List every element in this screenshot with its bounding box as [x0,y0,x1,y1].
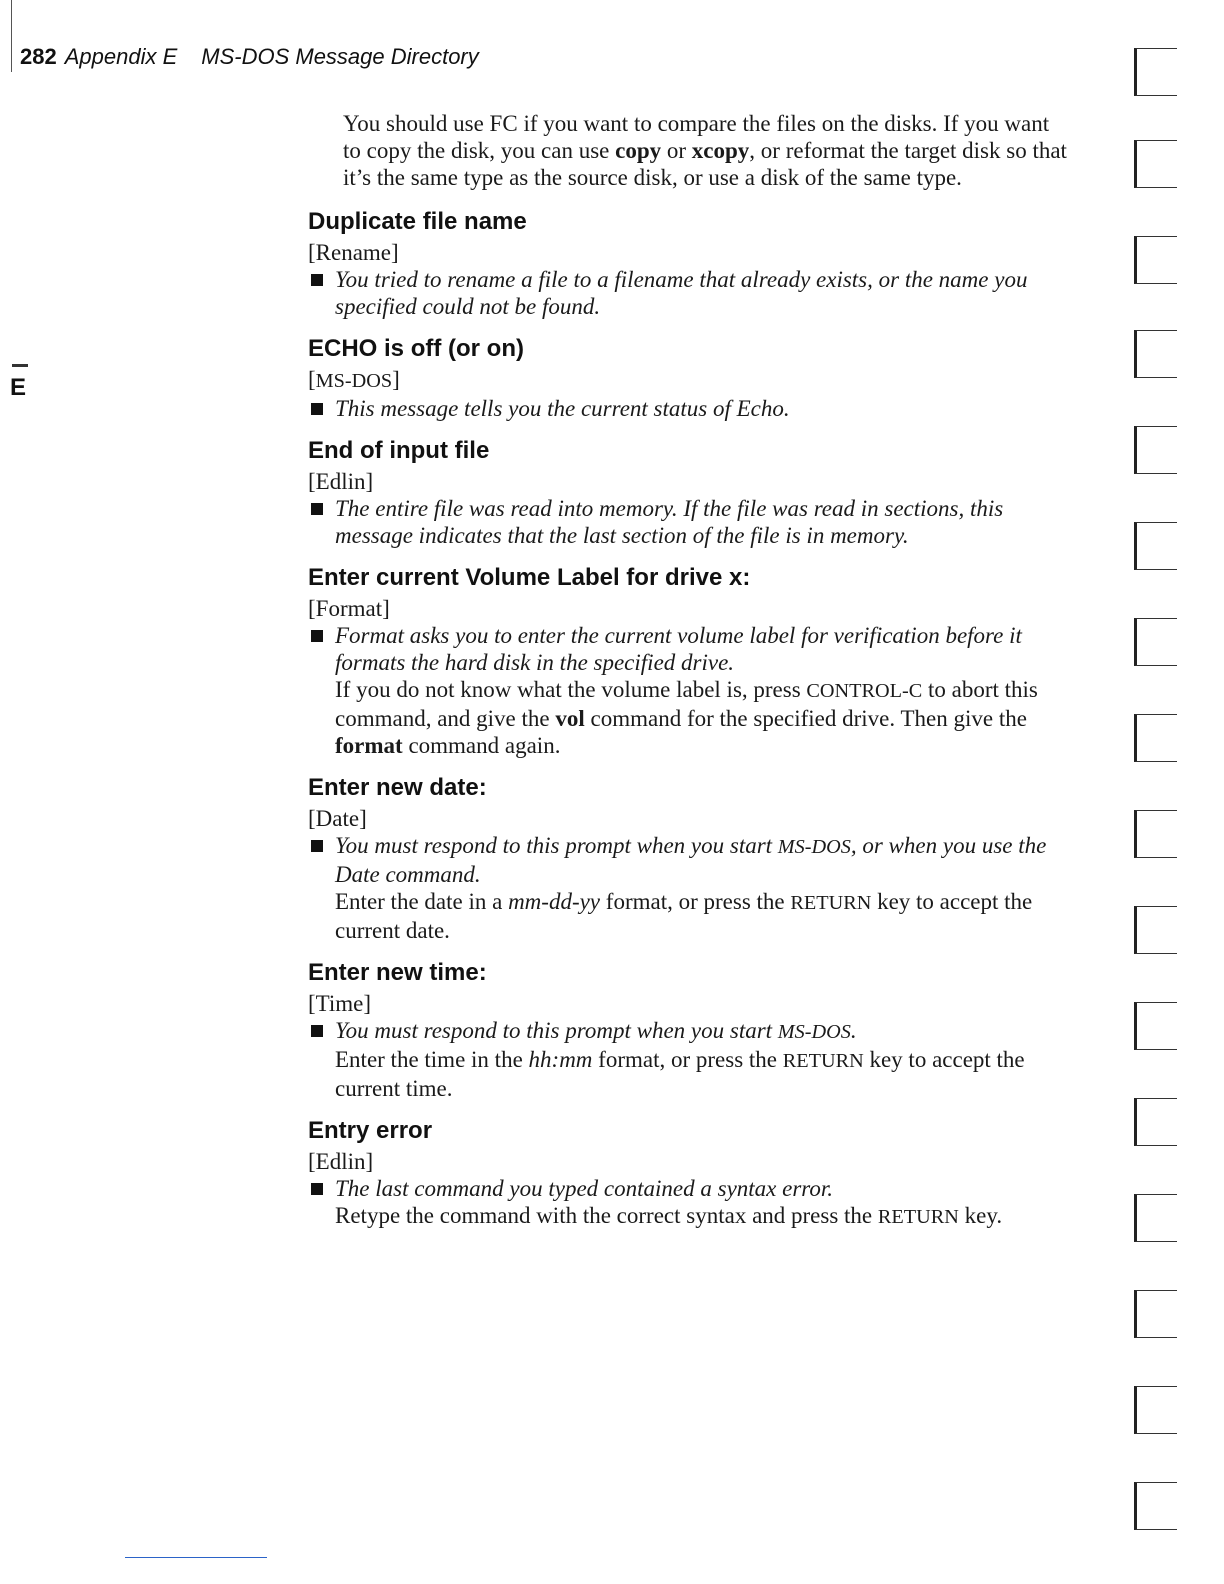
thumb-index-mark [1134,426,1177,474]
entry-description: The last command you typed contained a syntax error. [308,1175,1068,1202]
bottom-rule [125,1557,267,1558]
main-content [308,110,1068,1245]
thumb-index-mark [1134,714,1177,762]
thumb-index-mark [1134,48,1177,96]
entry-source: [Date] [308,806,367,831]
message-entry [308,436,1068,549]
binding-line [11,0,12,72]
entry-description: You must respond to this prompt when you start MS-DOS. [308,1017,1068,1046]
message-entry [308,958,1068,1102]
thumb-index-mark [1134,1002,1177,1050]
section-tab-letter: E [10,374,27,401]
entry-source: [MS-DOS] [308,367,400,392]
entry-note: If you do not know what the volume label is, press CONTROL-C to abort this command, and give the vol command for the specified drive. Then give the format command again. [335,677,1038,758]
entry-title: Enter new time: [308,959,487,986]
entry-description: You must respond to this prompt when you start MS-DOS, or when you use the Date command. [308,832,1068,888]
entry-note: Enter the time in the hh:mm format, or press the RETURN key to accept the current time. [335,1047,1025,1101]
entry-note: Enter the date in a mm-dd-yy format, or press the RETURN key to accept the current date. [335,889,1033,943]
entry-description: Format asks you to enter the current volume label for verification before it formats the hard disk in the specified drive. [308,622,1068,676]
message-entry [308,1116,1068,1231]
chapter-title: MS-DOS Message Directory [201,44,479,69]
running-header [20,44,479,70]
entry-title: Enter new date: [308,774,487,801]
entry-source: [Time] [308,991,372,1016]
thumb-index-mark [1134,236,1177,284]
message-entry [308,334,1068,422]
entry-title: Entry error [308,1117,433,1144]
entry-note: Retype the command with the correct syntax and press the RETURN key. [335,1203,1003,1228]
entry-title: End of input file [308,437,490,464]
xcopy-command: xcopy [691,138,750,163]
entry-description: The entire file was read into memory. If the file was read in sections, this message indicates that the last section of the file is in memory. [308,495,1068,549]
copy-command: copy [615,138,662,163]
thumb-index-mark [1134,140,1177,188]
entry-source: [Edlin] [308,469,374,494]
thumb-index-mark [1134,1098,1177,1146]
entry-source: [Edlin] [308,1149,374,1174]
message-entry [308,207,1068,320]
appendix-label: Appendix E [64,44,178,69]
thumb-index-mark [1134,1290,1177,1338]
thumb-index-mark [1134,810,1177,858]
intro-paragraph: You should use FC if you want to compare the files on the disks. If you want to copy the disk, you can use copy or xcopy, or reformat the target disk so that it’s the same type as the source disk, or use a disk of the same type. [343,111,1067,190]
thumb-index-mark [1134,1482,1177,1530]
thumb-index-mark [1134,522,1177,570]
entry-source: [Format] [308,596,390,621]
page-number: 282 [20,44,57,69]
entry-title: Duplicate file name [308,208,527,235]
thumb-index-mark [1134,906,1177,954]
entry-title: Enter current Volume Label for drive x: [308,564,751,591]
message-entry [308,773,1068,944]
message-entry [308,563,1068,759]
entry-description: This message tells you the current status of Echo. [308,395,1068,422]
thumb-index-mark [1134,330,1177,378]
thumb-index-mark [1134,618,1177,666]
entry-description: You tried to rename a file to a filename that already exists, or the name you specified could not be found. [308,266,1068,320]
thumb-index-column [1130,0,1190,1584]
entry-source: [Rename] [308,240,399,265]
entry-title: ECHO is off (or on) [308,335,524,362]
thumb-index-mark [1134,1386,1177,1434]
thumb-index-mark [1134,1194,1177,1242]
side-tab-mark [12,364,28,367]
